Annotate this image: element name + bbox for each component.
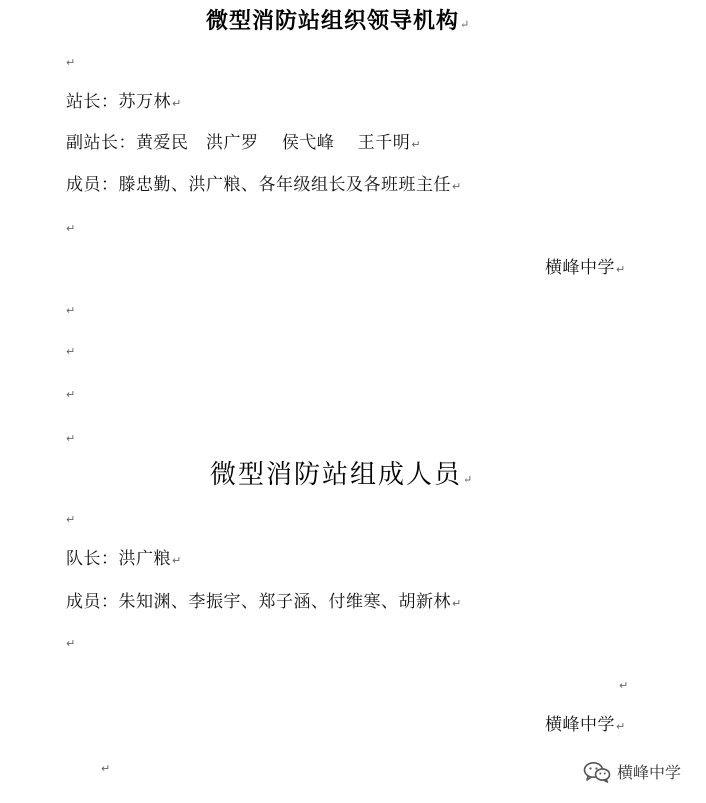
captain-line (66, 549, 181, 571)
section1-members-line (66, 175, 461, 197)
paragraph-mark: ↵ (66, 56, 76, 69)
section2-members-text: 成员：朱知渊、李振宇、郑子涵、付维寒、胡新林 (66, 592, 451, 612)
paragraph-mark: ↵ (619, 679, 629, 692)
paragraph-mark: ↵ (66, 513, 76, 526)
section1-signature (545, 258, 625, 280)
section2-title-text: 微型消防站组成人员 (210, 460, 463, 490)
captain-text: 队长：洪广粮 (66, 549, 171, 569)
paragraph-mark: ↵ (460, 18, 470, 31)
section2-title (210, 460, 472, 495)
paragraph-mark: ↵ (66, 388, 76, 401)
section2-members-line (66, 592, 461, 614)
paragraph-mark: ↵ (66, 304, 76, 317)
section2-signature (545, 715, 625, 737)
section1-members-text: 成员：滕忠勤、洪广粮、各年级组长及各班班主任 (66, 175, 451, 195)
section1-signature-text: 横峰中学 (545, 258, 615, 278)
paragraph-mark: ↵ (463, 473, 473, 486)
paragraph-mark: ↵ (66, 432, 76, 445)
paragraph-mark: ↵ (66, 637, 76, 650)
paragraph-mark: ↵ (101, 762, 111, 775)
section2-signature-text: 横峰中学 (545, 715, 615, 735)
station-head-text: 站长：苏万林 (66, 92, 171, 112)
paragraph-mark: ↵ (66, 222, 76, 235)
paragraph-mark: ↵ (616, 263, 626, 276)
wechat-icon (583, 761, 611, 783)
deputy-heads-line (66, 133, 421, 155)
watermark-text: 横峰中学 (617, 763, 682, 782)
paragraph-mark: ↵ (452, 597, 462, 610)
station-head-line (66, 92, 181, 114)
section1-title (206, 8, 469, 38)
watermark (583, 760, 681, 783)
paragraph-mark: ↵ (452, 180, 462, 193)
paragraph-mark: ↵ (172, 97, 182, 110)
paragraph-mark: ↵ (616, 720, 626, 733)
paragraph-mark: ↵ (66, 345, 76, 358)
paragraph-mark: ↵ (172, 554, 182, 567)
section1-title-text: 微型消防站组织领导机构 (206, 8, 460, 34)
deputy-heads-text: 副站长：黄爱民 洪广罗 侯弋峰 王千明 (66, 133, 411, 153)
paragraph-mark: ↵ (411, 138, 421, 151)
